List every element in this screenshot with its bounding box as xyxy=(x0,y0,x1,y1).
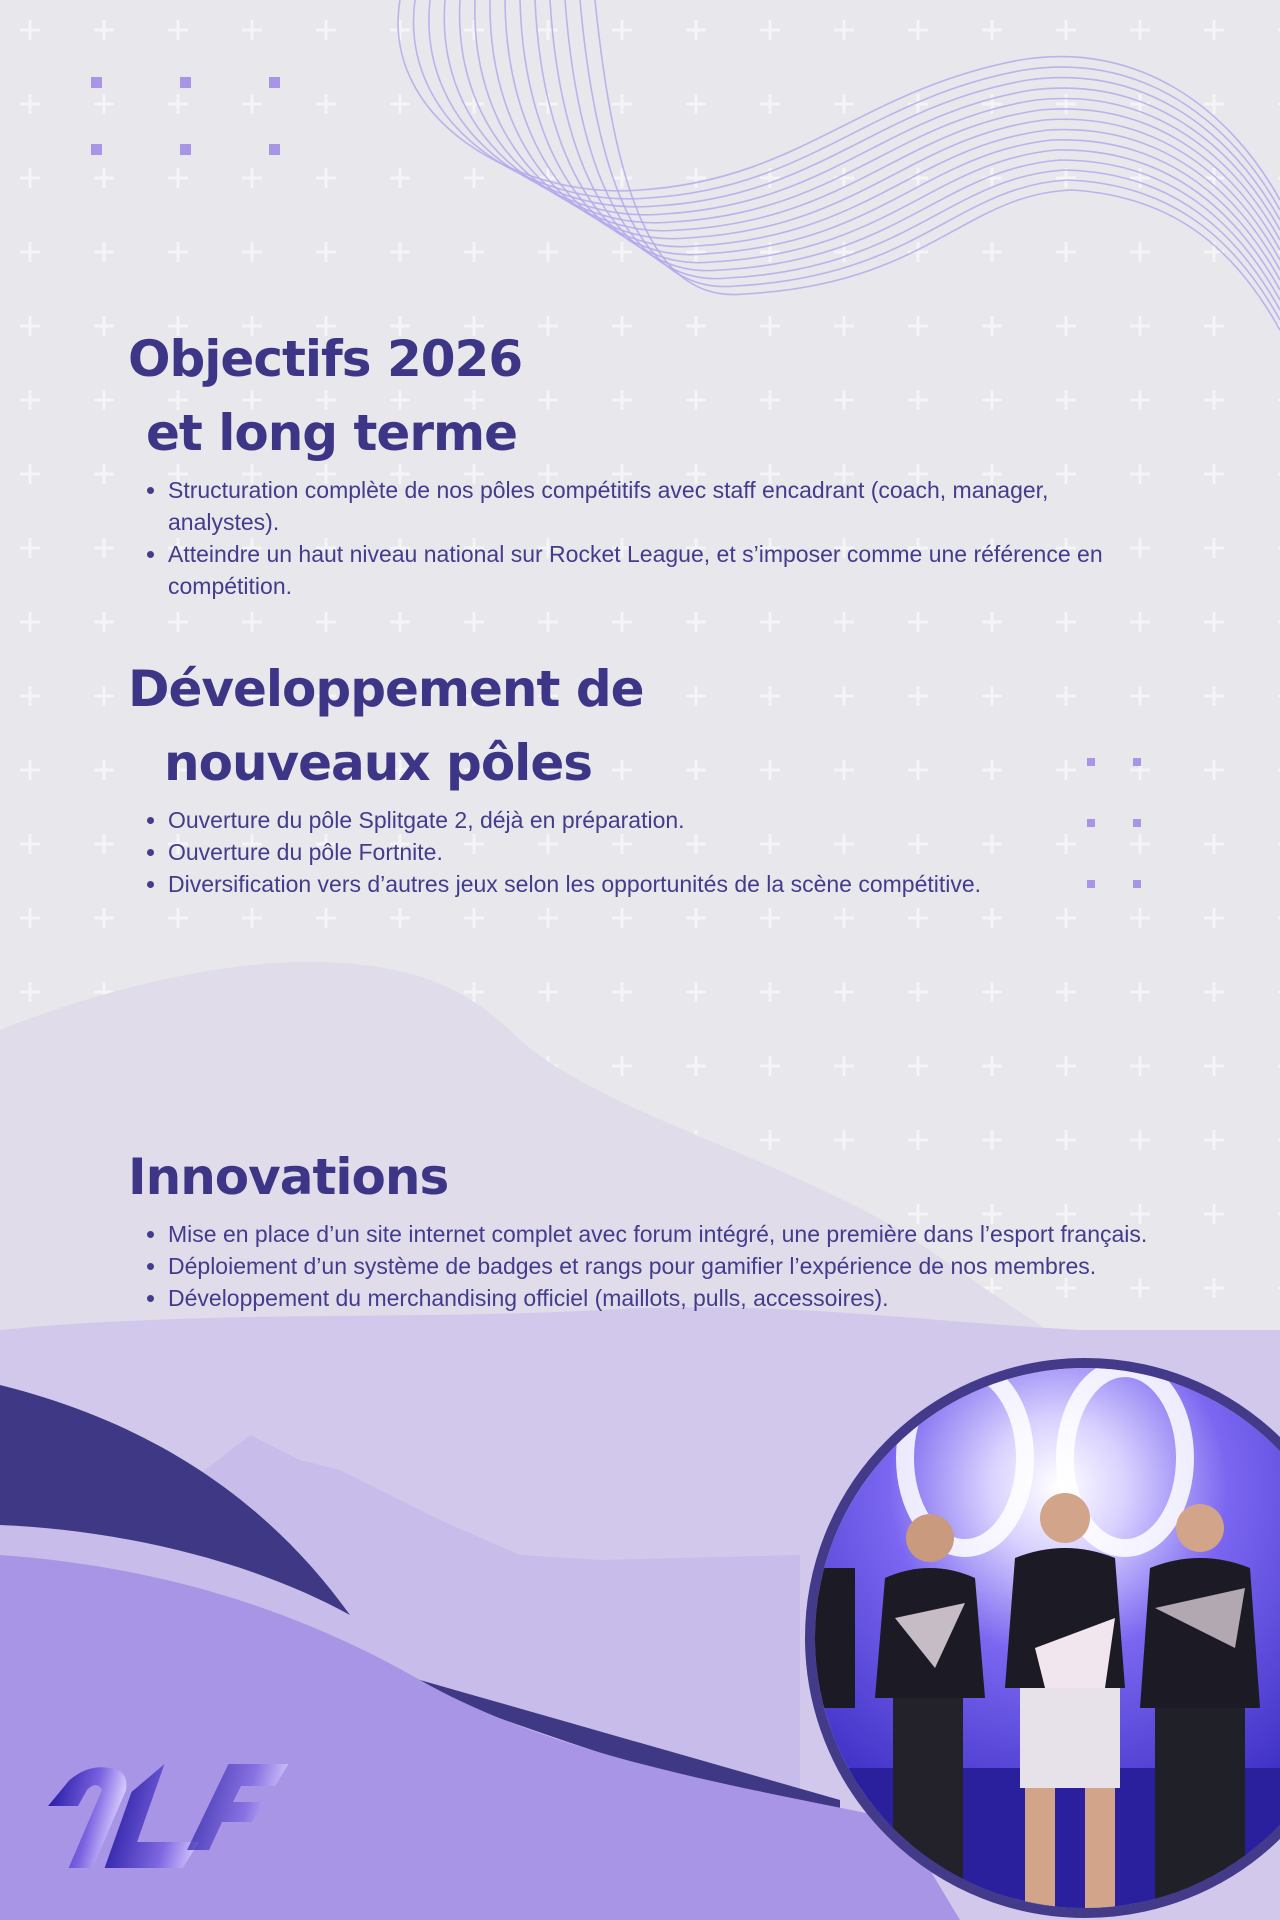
list-item: • Déploiement d’un système de badges et rangs pour gamifier l’expérience de nos membres. xyxy=(168,1250,1148,1282)
section-title-line1: Innovations xyxy=(128,1148,449,1206)
section-title xyxy=(128,322,1148,470)
section-title-line2: nouveaux pôles xyxy=(164,734,592,792)
section-title-line1: Développement de xyxy=(128,660,644,718)
list-item: • Mise en place d’un site internet complet avec forum intégré, une première dans l’esport français. xyxy=(168,1218,1148,1250)
section-objectives xyxy=(128,322,1148,602)
bullet-list xyxy=(128,474,1148,602)
list-item: • Développement du merchandising officiel (maillots, pulls, accessoires). xyxy=(168,1282,1148,1314)
section-title xyxy=(128,652,1148,800)
section-innovations xyxy=(128,1140,1148,1314)
section-title xyxy=(128,1140,1148,1214)
list-item: • Atteindre un haut niveau national sur Rocket League, et s’imposer comme une référence en compétition. xyxy=(168,538,1148,602)
list-item: • Structuration complète de nos pôles compétitifs avec staff encadrant (coach, manager, analystes). xyxy=(168,474,1148,538)
section-title-line1: Objectifs 2026 xyxy=(128,330,523,388)
section-title-line2: et long terme xyxy=(146,404,517,462)
bullet-list xyxy=(128,804,1148,900)
section-new-divisions xyxy=(128,652,1148,900)
bullet-list xyxy=(128,1218,1148,1314)
list-item: • Ouverture du pôle Fortnite. xyxy=(168,836,1148,868)
list-item: • Diversification vers d’autres jeux selon les opportunités de la scène compétitive. xyxy=(168,868,1148,900)
list-item: • Ouverture du pôle Splitgate 2, déjà en préparation. xyxy=(168,804,1148,836)
